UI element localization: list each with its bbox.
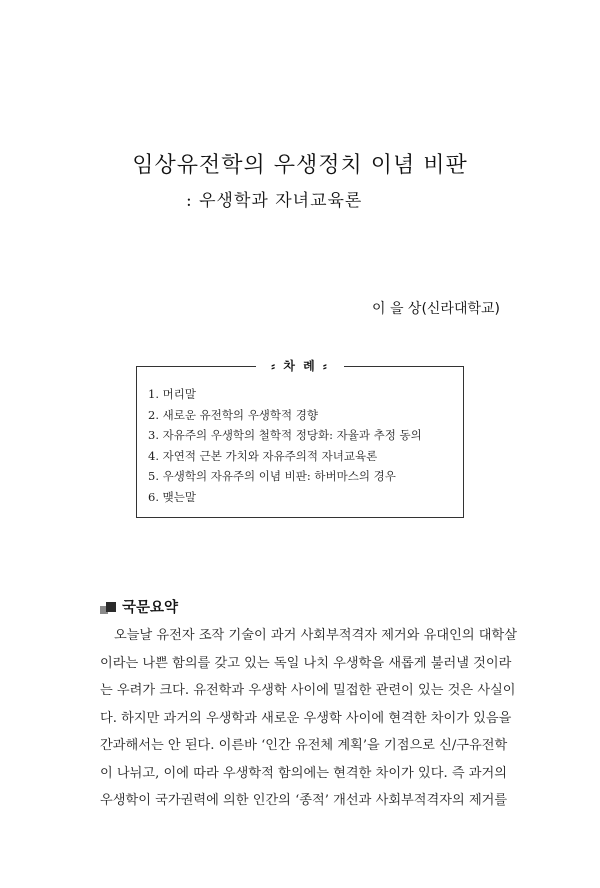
page-subtitle: : 우생학과 자녀교육론 <box>186 191 363 211</box>
toc-item: 5. 우생학의 자유주의 이념 비판: 하버마스의 경우 <box>148 469 396 483</box>
square-bullet-icon <box>100 600 118 614</box>
toc-item: 2. 새로운 유전학의 우생학적 경향 <box>148 407 319 422</box>
abstract-heading <box>100 596 178 617</box>
toc-item: 3. 자유주의 우생학의 철학적 정당화: 자율과 추정 동의 <box>148 428 422 442</box>
toc-item: 1. 머리말 <box>148 387 196 401</box>
abstract-line: 우생학이 국가권력에 의한 인간의 ‘종적’ 개선과 사회부적격자의 제거를 <box>100 793 508 808</box>
abstract-line: 간과해서는 안 된다. 이른바 ‘인간 유전체 계획’을 기점으로 신/구유전학 <box>100 738 508 753</box>
toc-item: 4. 자연적 근본 가치와 자유주의적 자녀교육론 <box>148 448 378 463</box>
abstract-heading-label: 국문요약 <box>122 600 179 616</box>
abstract-body <box>100 622 517 815</box>
abstract-line: 는 우려가 크다. 유전학과 우생학 사이에 밀접한 관련이 있는 것은 사실이 <box>100 683 516 698</box>
page-title: 임상유전학의 우생정치 이념 비판 <box>132 153 468 178</box>
abstract-line: 이 나뉘고, 이에 따라 우생학적 함의에는 현격한 차이가 있다. 즉 과거의 <box>100 765 507 781</box>
toc-heading: ⸗ 차 례 ⸗ <box>256 356 344 376</box>
toc-item: 6. 맺는말 <box>148 489 196 504</box>
abstract-line: 다. 하지만 과거의 우생학과 새로운 우생학 사이에 현격한 차이가 있음을 <box>100 710 512 726</box>
abstract-line: 오늘날 유전자 조작 기술이 과거 사회부적격자 제거와 유대인의 대학살 <box>114 628 517 643</box>
author-line: 이 을 상(신라대학교) <box>371 301 500 317</box>
toc-list <box>148 384 422 507</box>
abstract-line: 이라는 나쁜 함의를 갖고 있는 독일 나치 우생학을 새롭게 불러낼 것이라 <box>100 655 512 671</box>
